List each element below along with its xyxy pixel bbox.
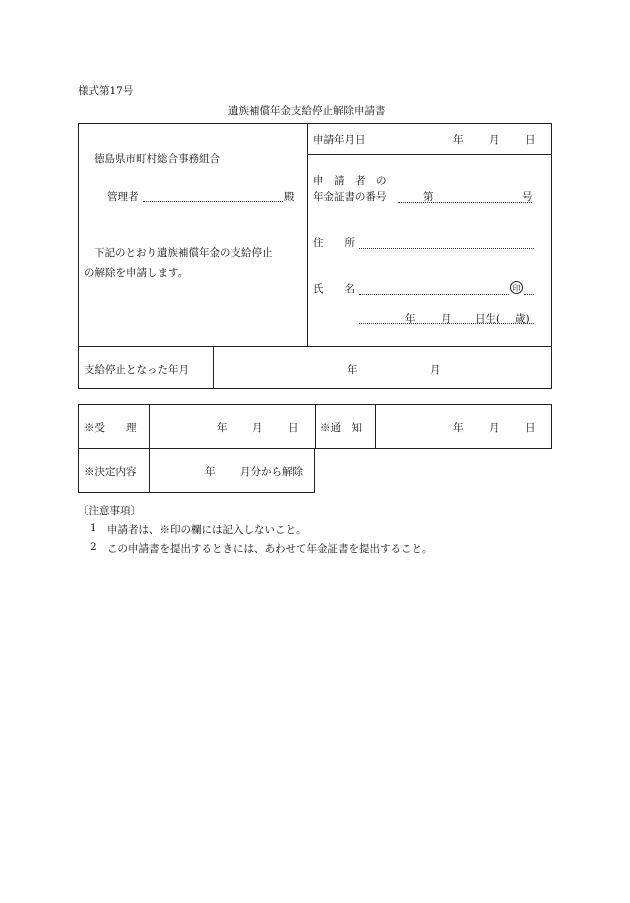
birth-month: 月 xyxy=(441,313,452,325)
address-field[interactable] xyxy=(359,248,534,249)
notice-year[interactable]: 年 xyxy=(453,422,464,434)
receipt-label: ※受 理 xyxy=(84,422,137,434)
decision-month-text[interactable]: 月分から解除 xyxy=(240,466,303,478)
notice-month[interactable]: 月 xyxy=(489,422,500,434)
certificate-label-line2: 年金証書の番号 xyxy=(313,191,387,203)
decision-year[interactable]: 年 xyxy=(205,466,216,478)
form-number: 様式第17号 xyxy=(78,85,134,97)
decision-label: ※決定内容 xyxy=(84,466,137,478)
certificate-number-field[interactable] xyxy=(398,202,532,203)
application-date-day[interactable]: 日 xyxy=(525,134,536,146)
receipt-year[interactable]: 年 xyxy=(217,422,228,434)
notice-day[interactable]: 日 xyxy=(525,422,536,434)
page-title: 遺族補償年金支給停止解除申請書 xyxy=(228,105,386,117)
manager-label: 管理者 xyxy=(107,191,139,203)
application-date-label: 申請年月日 xyxy=(313,134,366,146)
note-number: 2 xyxy=(90,541,97,553)
notes-heading: 〔注意事項〕 xyxy=(78,505,141,517)
suspension-year[interactable]: 年 xyxy=(347,364,358,376)
birth-year: 年 xyxy=(405,313,416,325)
manager-name-field[interactable] xyxy=(143,201,283,202)
application-date-year[interactable]: 年 xyxy=(453,134,464,146)
note-text: 申請者は、※印の欄には記入しないこと。 xyxy=(107,524,307,536)
certificate-label-line1: 申 請 者 の xyxy=(313,175,387,187)
honorific: 殿 xyxy=(284,191,295,203)
certificate-suffix: 号 xyxy=(522,191,533,203)
suspension-label: 支給停止となった年月 xyxy=(84,364,189,376)
note-text: この申請書を提出するときには、あわせて年金証書を提出すること。 xyxy=(107,543,433,555)
certificate-prefix: 第 xyxy=(423,191,434,203)
suspension-month[interactable]: 月 xyxy=(430,364,441,376)
name-label: 氏 名 xyxy=(313,283,355,295)
statement-line2: の解除を申請します。 xyxy=(84,267,189,279)
office-use-row1 xyxy=(78,404,552,449)
receipt-month[interactable]: 月 xyxy=(252,422,263,434)
birth-age: 歳) xyxy=(515,313,530,325)
seal-mark: 印 xyxy=(510,281,523,294)
statement-line1: 下記のとおり遺族補償年金の支給停止 xyxy=(94,247,273,259)
name-field[interactable] xyxy=(359,294,509,295)
application-date-month[interactable]: 月 xyxy=(489,134,500,146)
birth-day: 日生( xyxy=(475,313,501,325)
address-label: 住 所 xyxy=(313,237,355,249)
note-number: 1 xyxy=(90,522,97,534)
addressee-org: 徳島県市町村総合事務組合 xyxy=(94,153,220,165)
receipt-day[interactable]: 日 xyxy=(288,422,299,434)
notice-label: ※通 知 xyxy=(320,422,362,434)
name-field-tail xyxy=(524,294,534,295)
